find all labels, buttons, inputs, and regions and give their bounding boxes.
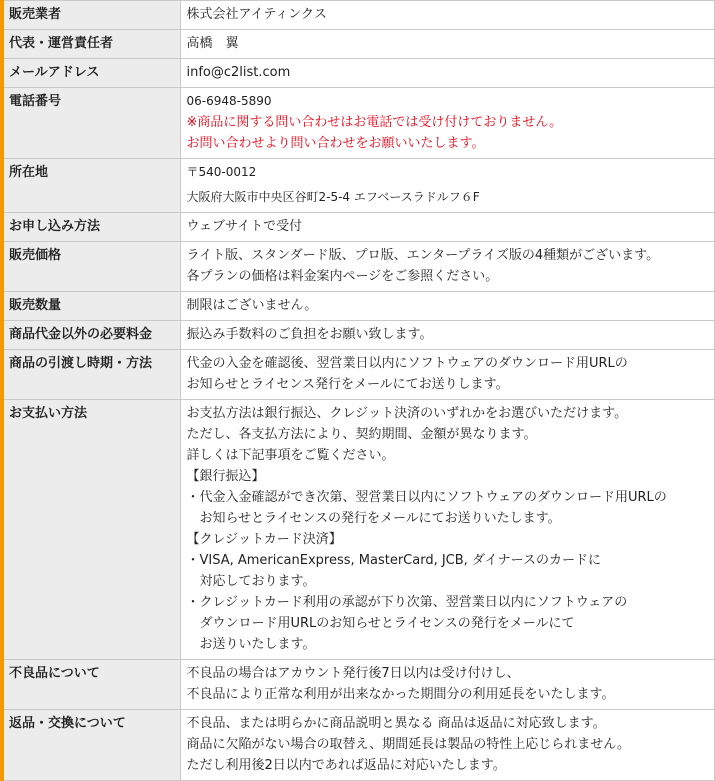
seller-name: 株式会社アイティンクス [186,7,327,22]
table-row [2,159,715,213]
row-label-application: お申し込み方法 [2,213,180,242]
phone-notice: ※商品に関する問い合わせはお電話では受け付けておりません。 [186,115,563,130]
delivery-line-2: お知らせとライセンス発行をメールにてお送りします。 [186,377,509,392]
row-value-extra-fees [180,321,715,350]
price-line-2: 各プランの価格は料金案内ページをご参照ください。 [186,269,499,284]
table-row [2,59,715,88]
phone-number: 06-6948-5890 [186,94,272,108]
row-label-delivery: 商品の引渡し時期・方法 [2,350,180,400]
row-value-address [180,159,715,213]
row-label-defective: 不良品について [2,660,180,710]
payment-card-line-2: 対応しております。 [199,574,316,589]
row-label-payment: お支払い方法 [2,400,180,660]
table-row [2,242,715,292]
quantity-text: 制限はございません。 [186,298,318,313]
row-value-price [180,242,715,292]
returns-line-1: 不良品、または明らかに商品説明と異なる 商品は返品に対応致します。 [186,716,606,731]
table-row [2,292,715,321]
email-address: info@c2list.com [186,65,291,80]
table-row [2,1,715,30]
defective-line-2: 不良品により正常な利用が出来なかった期間分の利用延長をいたします。 [186,687,615,702]
price-line-1: ライト版、スタンダード版、プロ版、エンタープライズ版の4種類がございます。 [186,248,660,263]
row-label-phone: 電話番号 [2,88,180,159]
table-row [2,30,715,59]
row-label-extra-fees: 商品代金以外の必要料金 [2,321,180,350]
row-value-seller [180,1,715,30]
payment-line-2: ただし、各支払方法により、契約期間、金額が異なります。 [186,427,537,442]
row-label-representative: 代表・運営責任者 [2,30,180,59]
row-value-quantity [180,292,715,321]
payment-bank-line-2: お知らせとライセンスの発行をメールにてお送りいたします。 [199,511,561,526]
row-value-defective [180,660,715,710]
postal-code: 〒540-0012 [186,165,257,179]
payment-line-1: お支払方法は銀行振込、クレジット決済のいずれかをお選びいただけます。 [186,406,628,421]
row-label-quantity: 販売数量 [2,292,180,321]
row-label-email: メールアドレス [2,59,180,88]
table-row [2,660,715,710]
row-value-application [180,213,715,242]
table-row [2,213,715,242]
row-label-returns: 返品・交換について [2,710,180,781]
row-value-representative [180,30,715,59]
payment-bank-line-1: ・代金入金確認ができ次第、翌営業日以内にソフトウェアのダウンロード用URLの [186,490,667,505]
row-value-payment [180,400,715,660]
table-row [2,321,715,350]
payment-line-3: 詳しくは下記事項をご覧ください。 [186,448,395,463]
row-value-phone [180,88,715,159]
application-method: ウェブサイトで受付 [186,219,303,234]
representative-name: 高橋 翼 [186,36,239,51]
payment-card-line-4: ダウンロード用URLのお知らせとライセンスの発行をメールにて [199,616,575,631]
table-row [2,350,715,400]
phone-notice-2: お問い合わせより問い合わせをお願いいたします。 [186,136,485,151]
delivery-line-1: 代金の入金を確認後、翌営業日以内にソフトウェアのダウンロード用URLの [186,356,628,371]
row-label-address: 所在地 [2,159,180,213]
row-label-price: 販売価格 [2,242,180,292]
returns-line-2: 商品に欠陥がない場合の取替え、期間延長は製品の特性上応じられません。 [186,737,631,752]
table-row [2,400,715,660]
defective-line-1: 不良品の場合はアカウント発行後7日以内は受け付けし、 [186,666,520,681]
payment-heading-bank: 【銀行振込】 [186,469,265,484]
returns-line-3: ただし利用後2日以内であれば返品に対応いたします。 [186,758,506,773]
payment-card-line-1: ・VISA, AmericanExpress, MasterCard, JCB, ダイナースのカードに [186,553,602,568]
row-value-delivery [180,350,715,400]
table-row [2,88,715,159]
row-label-seller: 販売業者 [2,1,180,30]
payment-card-line-3: ・クレジットカード利用の承認が下り次第、翌営業日以内にソフトウェアの [186,595,628,610]
payment-heading-card: 【クレジットカード決済】 [186,532,342,547]
street-address: 大阪府大阪市中央区谷町2-5-4 エフベースラドルフ６F [186,190,480,204]
extra-fees-text: 振込み手数料のご負担をお願い致します。 [186,327,433,342]
row-value-email [180,59,715,88]
payment-card-line-5: お送りいたします。 [199,637,316,652]
row-value-returns [180,710,715,781]
table-row [2,710,715,781]
